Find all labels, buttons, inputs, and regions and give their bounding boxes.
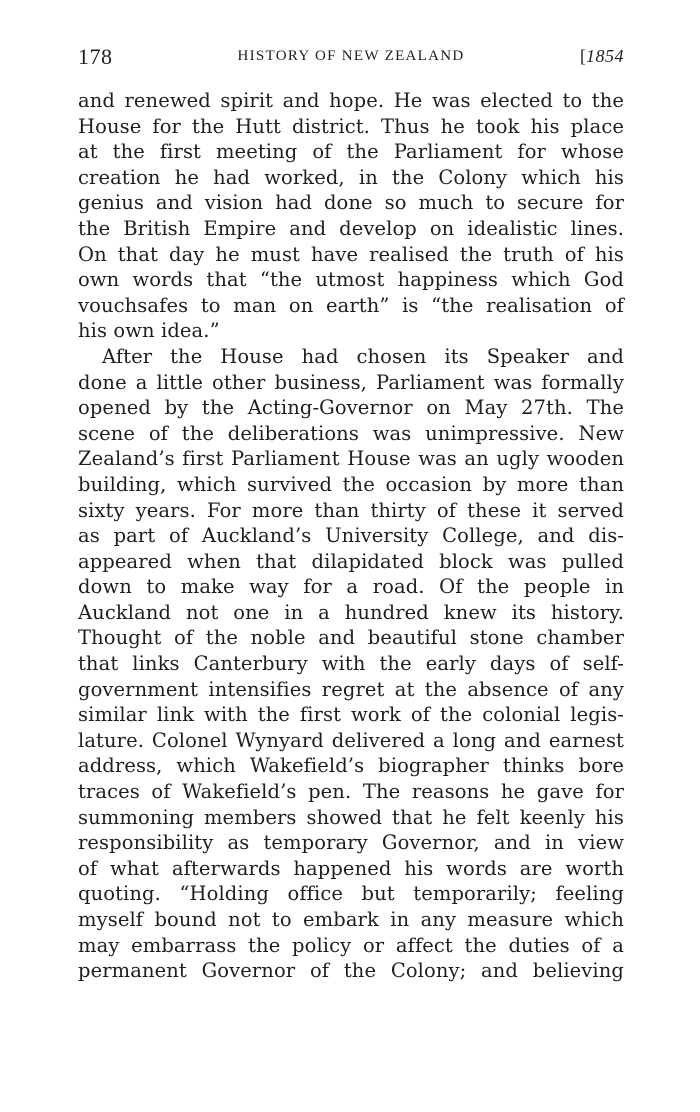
page-number: 178 — [78, 44, 113, 69]
text-line: the British Empire and develop on idealistic lines. — [78, 216, 624, 240]
text-line: On that day he must have realised the truth of his — [78, 242, 624, 266]
text-line: Auckland not one in a hundred knew its history. — [78, 600, 624, 624]
running-head — [78, 44, 624, 74]
year-value: 1854 — [586, 46, 624, 66]
text-line: genius and vision had done so much to secure for — [78, 191, 624, 215]
text-line: Zealand’s first Parliament House was an ugly wooden — [78, 447, 624, 471]
text-line: permanent Governor of the Colony; and believing — [78, 959, 624, 983]
paragraph-1 — [78, 88, 624, 344]
text-line: responsibility as temporary Governor, and in view — [78, 831, 624, 855]
text-line: summoning members showed that he felt keenly his — [78, 805, 624, 829]
text-line: that links Canterbury with the early days of self- — [78, 652, 624, 676]
text-line: creation he had worked, in the Colony which his — [78, 165, 624, 189]
text-line: vouchsafes to man on earth” is “the realisation of — [78, 293, 624, 317]
year-marker — [580, 46, 624, 67]
text-line: done a little other business, Parliament was formally — [78, 370, 624, 394]
body-text — [78, 88, 624, 984]
text-line: at the first meeting of the Parliament for whose — [78, 140, 624, 164]
text-line: may embarrass the policy or affect the duties of a — [78, 933, 624, 957]
text-line: as part of Auckland’s University College, and dis- — [78, 524, 624, 548]
book-title: HISTORY OF NEW ZEALAND — [237, 48, 465, 64]
text-line: down to make way for a road. Of the people in — [78, 575, 624, 599]
text-line: building, which survived the occasion by more than — [78, 472, 624, 496]
text-line: and renewed spirit and hope. He was elected to the — [78, 89, 624, 112]
text-line: address, which Wakefield’s biographer thinks bore — [78, 754, 624, 778]
text-line: government intensifies regret at the absence of any — [78, 677, 624, 701]
text-line: lature. Colonel Wynyard delivered a long and earnest — [78, 728, 624, 752]
text-line: myself bound not to embark in any measure which — [78, 908, 624, 931]
text-line: own words that “the utmost happiness which God — [78, 268, 624, 292]
text-line: similar link with the first work of the colonial legis- — [78, 703, 624, 727]
text-line: opened by the Acting-Governor on May 27th. The — [78, 396, 624, 420]
text-line: House for the Hutt district. Thus he took his place — [78, 114, 624, 138]
text-line: After the House had chosen its Speaker and — [102, 344, 624, 368]
text-line: quoting. “Holding office but temporarily; feeling — [78, 882, 624, 906]
year-bracket: [ — [580, 46, 586, 66]
text-line: his own idea.” — [78, 319, 220, 343]
text-line: of what afterwards happened his words are worth — [78, 856, 624, 880]
text-line: scene of the deliberations was unimpressive. New — [78, 421, 624, 445]
paragraph-2 — [78, 344, 624, 984]
text-line: sixty years. For more than thirty of these it served — [78, 498, 624, 522]
text-line: traces of Wakefield’s pen. The reasons he gave for — [78, 780, 624, 804]
text-line: appeared when that dilapidated block was pulled — [78, 549, 624, 573]
text-line: Thought of the noble and beautiful stone chamber — [78, 626, 624, 650]
